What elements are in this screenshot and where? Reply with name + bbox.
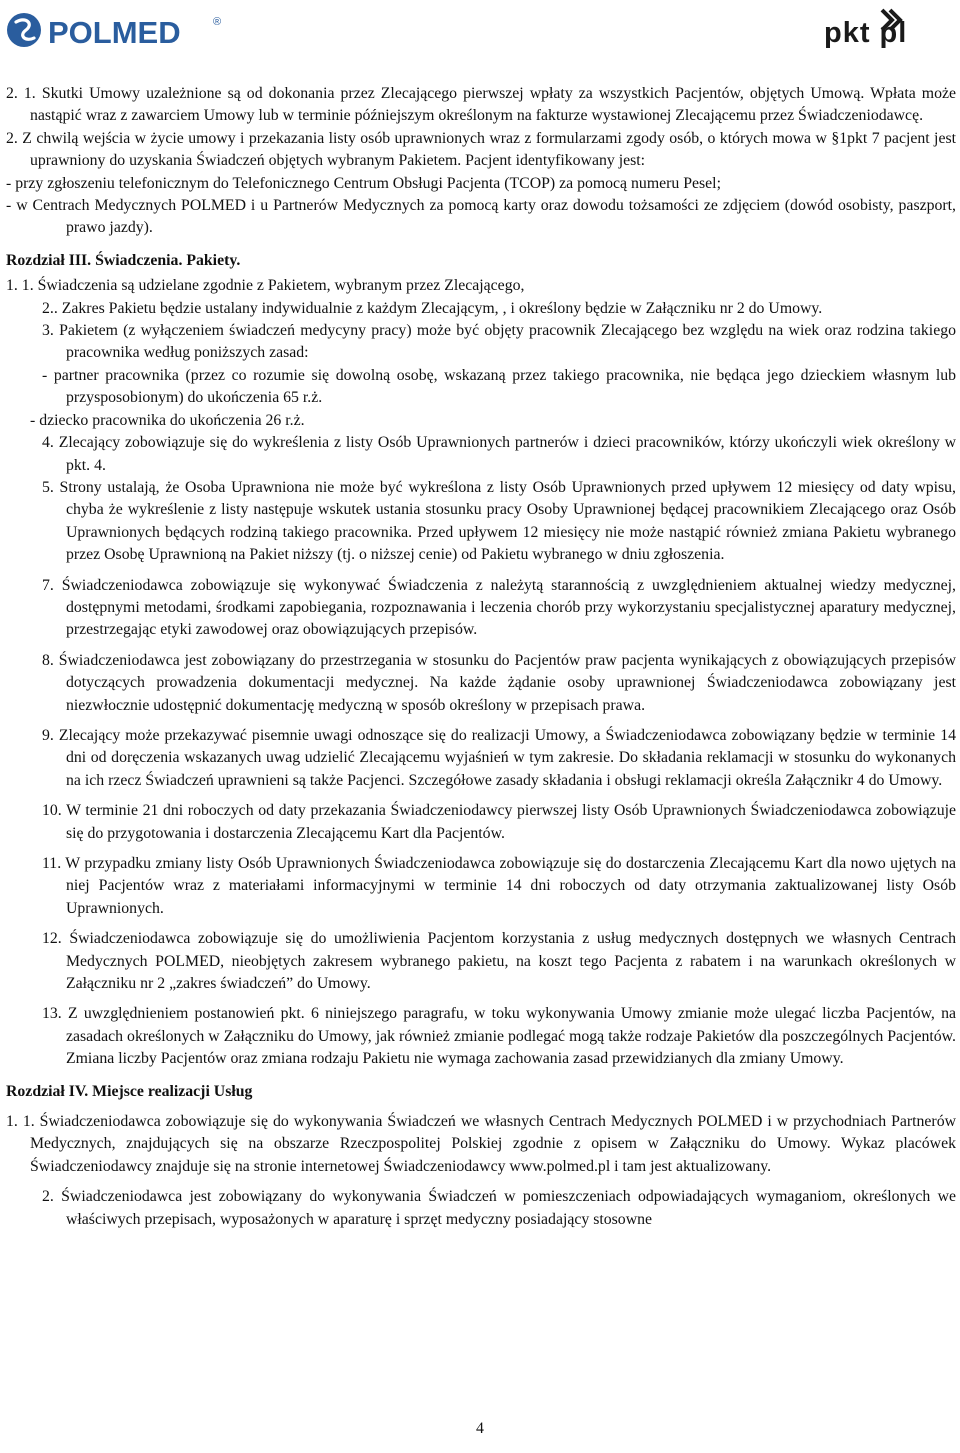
paragraph: 11. W przypadku zmiany listy Osób Uprawnionych Świadczeniodawca zobowiązuje się do dostarczenia Zlecającemu Kart dla nowo ujętych na niej Pacjentów wraz z materiałami informacyjnymi w terminie 14 dni roboczych od daty otrzymania zaktualizowanej listy Osób Uprawnionych. (42, 855, 956, 917)
paragraph: - przy zgłoszeniu telefonicznym do Telefonicznego Centrum Obsługi Pacjenta (TCOP) za pomocą numeru Pesel; (6, 174, 721, 192)
paragraph: 1. 1. Świadczenia są udzielane zgodnie z Pakietem, wybranym przez Zlecającego, (6, 277, 525, 295)
paragraph: 2.. Zakres Pakietu będzie ustalany indywidualnie z każdym Zlecającym, , i określony będzie w Załączniku nr 2 do Umowy. (42, 299, 823, 317)
paragraph: 13. Z uwzględnieniem postanowień pkt. 6 niniejszego paragrafu, w toku wykonywania Umowy zmianie może ulegać liczba Pacjentów, na zasadach określonych w Załączniku do Umowy, jak również zmianie podlegać mogą także rodzaje Pakietów dla poszczególnych Pacjentów. Zmiana liczby Pacjentów oraz zmiana rodzaju Pakietu nie wymaga zachowania zasad przewidzianych dla zmiany Umowy. (42, 1005, 956, 1068)
paragraph: 3. Pakietem (z wyłączeniem świadczeń medycyny pracy) może być objęty pracownik Zlecającego bez względu na wiek oraz rodzina takiego pracownika według poniższych zasad: (42, 322, 956, 362)
section-heading: Rozdział III. Świadczenia. Pakiety. (6, 251, 241, 269)
polmed-logo-text: POLMED (48, 15, 181, 50)
document-body (6, 83, 956, 1231)
pktpl-logo (822, 4, 942, 54)
paragraph: 9. Zlecający może przekazywać pisemnie uwagi odnoszące się do realizacji Umowy, a Świadczeniodawca zobowiązany będzie w terminie 14 dni od doręczenia wskazanych uwag udzielić Zlecającemu wyjaśnień w tym zakresie. Do składania reklamacji w stosunku do wykonanych na ich rzecz Świadczeń uprawnieni są także Pacjenci. Szczegółowe zasady składania i obsługi reklamacji określa Załącznikr 4 do Umowy. (42, 726, 956, 789)
paragraph: 1. 1. Świadczeniodawca zobowiązuje się do wykonywania Świadczeń we własnych Centrach Medycznych POLMED i w przychodniach Partnerów Medycznych, znajdujących się na obszarze Rzeczpospolitej Polskiej zgodnie z opisem w Załączniku do Umowy. Wykaz placówek Świadczeniodawcy znajduje się na stronie internetowej Świadczeniodawcy www.polmed.pl i tam jest aktualizowany. (6, 1113, 956, 1175)
paragraph: 7. Świadczeniodawca zobowiązuje się wykonywać Świadczenia z należytą starannością z uwzględnieniem aktualnej wiedzy medycznej, dostępnymi metodami, środkami zapobiegania, rozpoznawania i leczenia chorób przy wykorzystaniu specjalistycznej aparatury medycznej, przestrzegając etyki zawodowej oraz obowiązujących przepisów. (42, 576, 956, 639)
paragraph: 12. Świadczeniodawca zobowiązuje się do umożliwienia Pacjentom korzystania z usług medycznych dostępnych we własnych Centrach Medycznych POLMED, nieobjętych zakresem wybranego pakietu, na koszt tego Pacjenta z rabatem i na warunkach określonych w Załączniku nr 2 „zakres świadczeń” do Umowy. (42, 930, 956, 993)
paragraph: - w Centrach Medycznych POLMED i u Partnerów Medycznych za pomocą karty oraz dowodu tożsamości ze zdjęciem (dowód osobisty, paszport, prawo jazdy). (6, 197, 956, 237)
polmed-logo (4, 8, 234, 52)
paragraph: 2. Świadczeniodawca jest zobowiązany do wykonywania Świadczeń w pomieszczeniach odpowiadających wymaganiom, określonych we właściwych przepisach, wyposażonych w aparaturę i sprzęt medyczny posiadający stosowne (42, 1188, 956, 1228)
pktpl-logo-text: pkt pl (824, 17, 908, 49)
paragraph: 2. 1. Skutki Umowy uzależnione są od dokonania przez Zlecającego pierwszej wpłaty za wszystkich Pacjentów, objętych Umową. Wpłata może nastąpić wraz z zawarciem Umowy lub w terminie późniejszym określonym na fakturze wystawionej Zlecającemu przez Świadczeniodawcę. (6, 85, 956, 125)
paragraph: 4. Zlecający zobowiązuje się do wykreślenia z listy Osób Uprawnionych partnerów i dzieci pracowników, którzy ukończyli wiek określony w pkt. 4. (42, 434, 956, 474)
paragraph: - partner pracownika (przez co rozumie się dowolną osobę, wskazaną przez takiego pracownika, nie będąca jego dzieckiem własnym lub przysposobionym) do ukończenia 65 r.ż. (42, 366, 956, 407)
paragraph: - dziecko pracownika do ukończenia 26 r.ż. (30, 411, 305, 429)
paragraph: 5. Strony ustalają, że Osoba Uprawniona nie może być wykreślona z listy Osób Uprawnionych przed upływem 12 miesięcy od daty wpisu, chyba że wykreślenie z listy następuje wskutek ustania stosunku pracy Osoby Uprawnionej będącej pracownikiem Zlecającego oraz Osób Uprawnionych będących rodziną takiego pracownika. Przed upływem 12 miesięcy nie może nastąpić również zmiana Pakietu wybranego przez Osobę Uprawnioną na Pakiet niższy (tj. o niższej cenie) od Pakietu wybranego w dniu zgłoszenia. (42, 478, 956, 564)
paragraph: 2. Z chwilą wejścia w życie umowy i przekazania listy osób uprawnionych wraz z formularzami zgody osób, o których mowa w §1pkt 7 pacjent jest uprawniony do uzyskania Świadczeń objętych wybranym Pakietem. Pacjent identyfikowany jest: (6, 129, 956, 170)
page-number: 4 (476, 1420, 484, 1437)
paragraph: 10. W terminie 21 dni roboczych od daty przekazania Świadczeniodawcy pierwszej listy Osób Uprawnionych Świadczeniodawca zobowiązuje się do przygotowania i dostarczenia Zlecającemu Kart dla Pacjentów. (42, 802, 956, 842)
page-header (0, 0, 960, 62)
paragraph: 8. Świadczeniodawca jest zobowiązany do przestrzegania w stosunku do Pacjentów praw pacjenta wynikających z obowiązujących przepisów dotyczących prowadzenia dokumentacji medycznej. Na każde żądanie osoby uprawnionej Świadczeniodawca zobowiązany jest niezwłocznie udostępnić dokumentację medyczną w sposób określony w przepisach prawa. (42, 651, 956, 714)
section-heading: Rozdział IV. Miejsce realizacji Usług (6, 1082, 253, 1100)
registered-mark: ® (213, 16, 222, 28)
polmed-swirl-icon (7, 13, 41, 47)
